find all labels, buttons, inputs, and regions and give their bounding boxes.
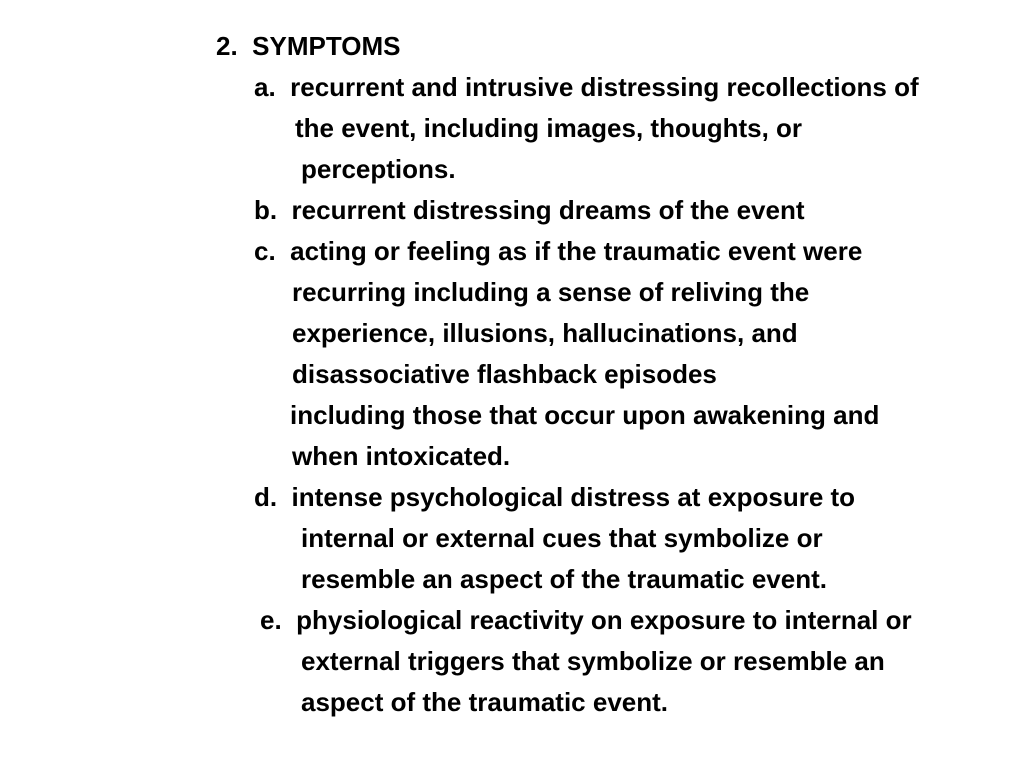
symptom-a-line-3: perceptions. (301, 154, 456, 184)
symptom-e-line-2: external triggers that symbolize or resemble an (301, 646, 885, 676)
symptom-c-line-1: c. acting or feeling as if the traumatic event were (254, 236, 863, 266)
symptom-e-line-3: aspect of the traumatic event. (301, 687, 668, 717)
symptom-c-line-4: disassociative flashback episodes (292, 359, 717, 389)
symptom-d-line-3: resemble an aspect of the traumatic event. (301, 564, 827, 594)
symptom-a-line-2: the event, including images, thoughts, or (295, 113, 803, 143)
symptom-c-line-2: recurring including a sense of reliving the (292, 277, 810, 307)
symptom-a-line-1: a. recurrent and intrusive distressing recollections of (254, 72, 919, 102)
symptom-b-line-1: b. recurrent distressing dreams of the event (254, 195, 805, 225)
section-heading: 2. SYMPTOMS (216, 31, 401, 61)
symptom-e-line-1: e. physiological reactivity on exposure to internal or (260, 605, 912, 635)
symptom-d-line-1: d. intense psychological distress at exposure to (254, 482, 856, 512)
symptom-c-line-6: when intoxicated. (292, 441, 511, 471)
symptom-d-line-2: internal or external cues that symbolize or (301, 523, 823, 553)
symptom-c-line-3: experience, illusions, hallucinations, and (292, 318, 798, 348)
symptom-c-line-5: including those that occur upon awakening and (290, 400, 880, 430)
